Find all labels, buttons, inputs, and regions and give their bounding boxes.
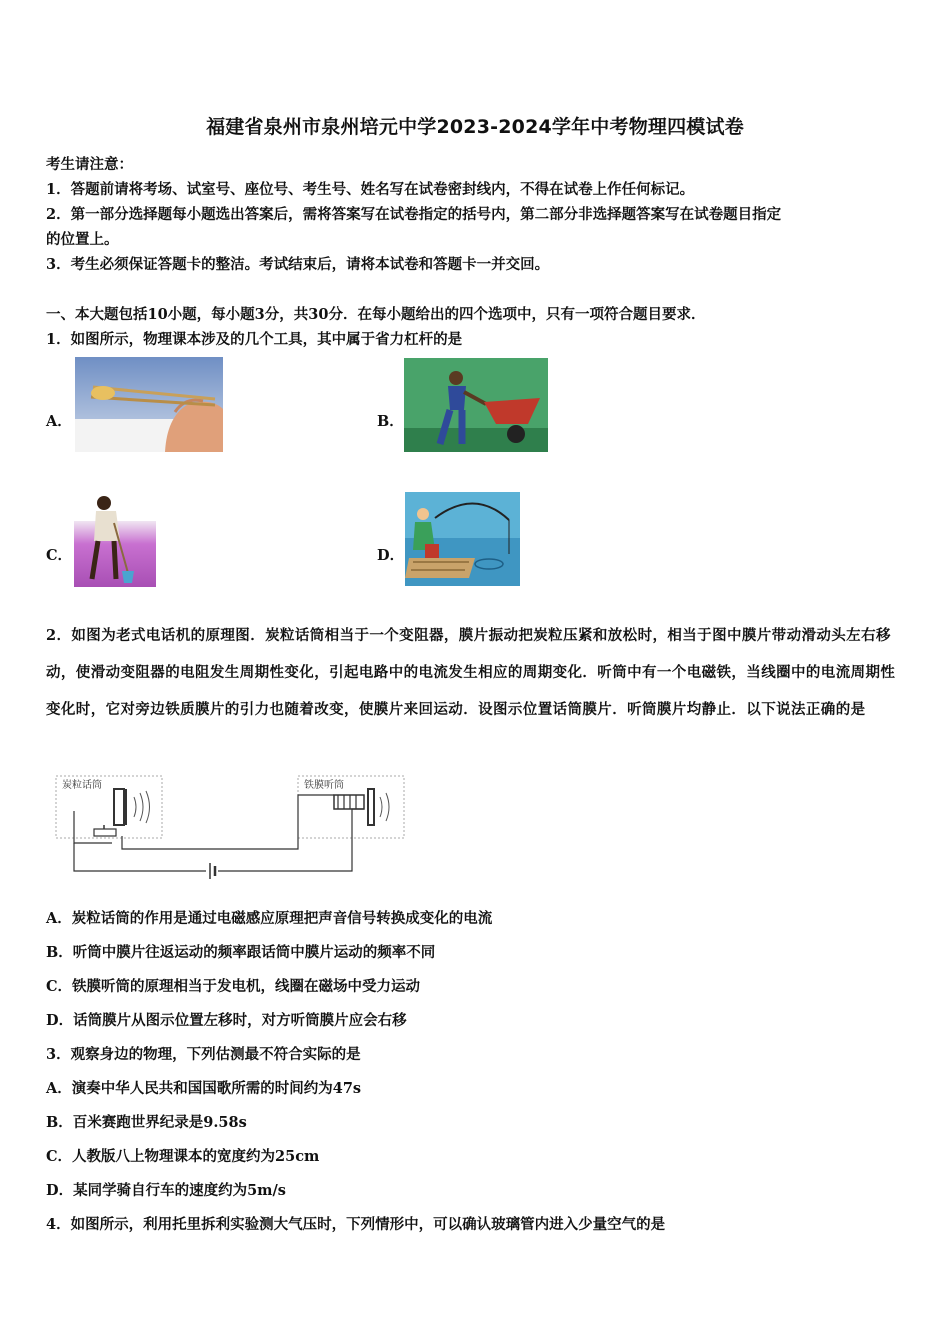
- q1-label-b: B．: [377, 413, 404, 430]
- broom-child-image: [74, 493, 156, 587]
- telephone-circuit-diagram: [52, 773, 408, 881]
- notice-item-2-cont: 的位置上。: [46, 231, 119, 248]
- q2-option-c: C．铁膜听筒的原理相当于发电机，线圈在磁场中受力运动: [46, 978, 421, 995]
- notice-item-2: 2．第一部分选择题每小题选出答案后，需将答案写在试卷指定的括号内，第二部分非选择题答案写在试卷题目指定: [46, 206, 782, 223]
- q3-option-a: A．演奏中华人民共和国国歌所需的时间约为47s: [46, 1080, 362, 1097]
- q1-label-d: D．: [377, 547, 405, 564]
- fishing-rod-image: [405, 492, 520, 586]
- q1-label-a: A．: [46, 413, 72, 430]
- wheelbarrow-image: [404, 358, 548, 452]
- q3-option-b: B．百米赛跑世界纪录是9.58s: [46, 1114, 247, 1131]
- q2-stem: 2．如图为老式电话机的原理图．炭粒话筒相当于一个变阻器，膜片振动把炭粒压紧和放松时，相当于图中膜片带动滑动头左右移动，使滑动变阻器的电阻发生周期性变化，引起电路中的电流发生相应的周期变化．听筒中有一个电磁铁，当线圈中的电流周期性变化时，它对旁边铁质膜片的引力也随着改变，使膜片来回运动．设图示位置话筒膜片．听筒膜片均静止．以下说法正确的是: [46, 627, 896, 718]
- q3-option-c: C．人教版八上物理课本的宽度约为25cm: [46, 1148, 320, 1165]
- notice-item-1: 1．答题前请将考场、试室号、座位号、考生号、姓名写在试卷密封线内，不得在试卷上作任何标记。: [46, 181, 695, 198]
- iron-earpiece-label: 铁膜听筒: [304, 780, 344, 791]
- chopsticks-image: [75, 357, 223, 452]
- q4-stem: 4．如图所示，利用托里拆利实验测大气压时，下列情形中，可以确认玻璃管内进入少量空气的是: [46, 1216, 666, 1233]
- notice-heading: 考生请注意：: [46, 156, 133, 173]
- carbon-microphone-label: 炭粒话筒: [62, 780, 102, 791]
- q3-option-d: D．某同学骑自行车的速度约为5m/s: [46, 1182, 286, 1199]
- q1-label-c: C．: [46, 547, 73, 564]
- q2-option-d: D．话筒膜片从图示位置左移时，对方听筒膜片应会右移: [46, 1012, 407, 1029]
- notice-item-3: 3．考生必须保证答题卡的整洁。考试结束后，请将本试卷和答题卡一并交回。: [46, 256, 550, 273]
- q3-stem: 3．观察身边的物理，下列估测最不符合实际的是: [46, 1046, 361, 1063]
- page-title: 福建省泉州市泉州培元中学2023-2024学年中考物理四模试卷: [206, 116, 744, 138]
- section-heading: 一、本大题包括10小题，每小题3分，共30分．在每小题给出的四个选项中，只有一项符合题目要求．: [46, 306, 706, 323]
- q2-option-a: A．炭粒话筒的作用是通过电磁感应原理把声音信号转换成变化的电流: [46, 910, 493, 927]
- q1-stem: 1．如图所示，物理课本涉及的几个工具，其中属于省力杠杆的是: [46, 331, 463, 348]
- q2-option-b: B．听筒中膜片往返运动的频率跟话筒中膜片运动的频率不同: [46, 944, 436, 961]
